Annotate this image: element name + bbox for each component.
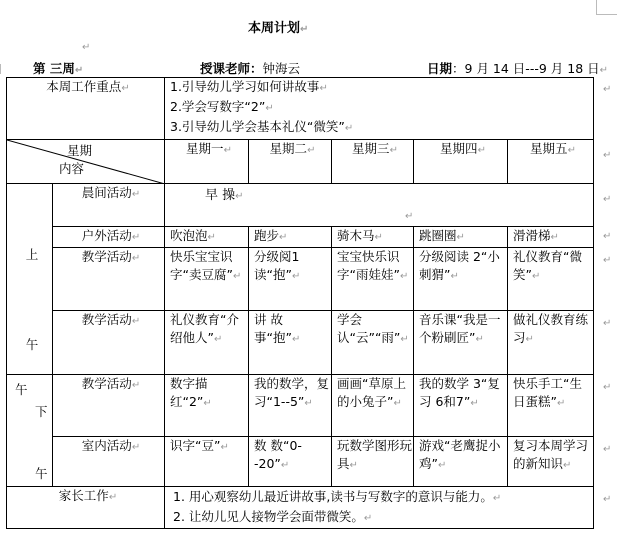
activity-label: 教学活动↵ [53, 311, 165, 375]
weekday-header: 星期一↵ [165, 140, 249, 184]
weekly-plan-table [6, 77, 594, 529]
corner-weekday-label: 星期 [67, 143, 93, 158]
paragraph-mark: ↵ [82, 42, 91, 53]
activity-cell: 快乐宝宝识字“卖豆腐”↵ [165, 248, 249, 311]
activity-label: 室内活动↵ [53, 437, 165, 487]
focus-item: 2.学会写数字“2”↵ [170, 99, 274, 114]
weekday-header: 星期二↵ [249, 140, 332, 184]
activity-cell: 做礼仪教育练习↵ [508, 311, 594, 375]
crop-mark [596, 14, 617, 15]
activity-label: 教学活动↵ [53, 248, 165, 311]
activity-cell: 音乐课“我是一个粉刷匠”↵ [414, 311, 508, 375]
activity-cell: 礼仪教育“介绍他人”↵ [165, 311, 249, 375]
corner-header [7, 140, 165, 184]
row-end-mark: ↵ [603, 494, 612, 505]
activity-cell: 数 数“0--20”↵ [249, 437, 332, 487]
parents-item: 1. 用心观察幼儿最近讲故事,读书与写数字的意识与能力。↵ [173, 489, 502, 504]
activity-cell: 分级阅1读“抱”↵ [249, 248, 332, 311]
focus-item: 3.引导幼儿学会基本礼仪“微笑”↵ [170, 119, 354, 134]
row-end-mark: ↵ [603, 255, 612, 266]
activity-cell: 分级阅读 2“小刺猬”↵ [414, 248, 508, 311]
morning-exercise-cell: 早 操↵ ↵ [165, 184, 594, 227]
parents-row [7, 487, 594, 529]
activity-cell: 吹泡泡↵ [165, 227, 249, 248]
activity-cell: 复习本周学习的新知识↵ [508, 437, 594, 487]
crop-mark [596, 0, 597, 14]
activity-cell: 我的数学，复习“1--5”↵ [249, 375, 332, 437]
outdoor-row [7, 227, 594, 248]
parents-list [165, 487, 594, 529]
activity-label: 晨间活动↵ [53, 184, 165, 227]
row-end-mark: ↵ [603, 84, 612, 95]
activity-cell: 宝宝快乐识字“雨娃娃”↵ [332, 248, 414, 311]
activity-cell: 跑步↵ [249, 227, 332, 248]
date-line: 日期：9 月 14 日---9 月 18 日↵ [427, 61, 609, 76]
row-end-mark: ↵ [603, 382, 612, 393]
activity-cell: 数字描红“2”↵ [165, 375, 249, 437]
activity-label: 户外活动↵ [53, 227, 165, 248]
weekday-header-row [7, 140, 594, 184]
activity-cell: 快乐手工“生日蛋糕”↵ [508, 375, 594, 437]
activity-cell: 讲 故 事“抱”↵ [249, 311, 332, 375]
parents-label: 家长工作↵ [7, 487, 165, 529]
teaching-row-1 [7, 248, 594, 311]
focus-list [165, 78, 594, 140]
row-end-mark: ↵ [603, 444, 612, 455]
week-label: 第 三周↵ [33, 61, 84, 76]
focus-label: 本周工作重点↵ [7, 78, 165, 140]
teaching-row-2 [7, 311, 594, 375]
weekday-header: 星期五↵ [508, 140, 594, 184]
afternoon-teaching-row [7, 375, 594, 437]
activity-cell: 识字“豆”↵ [165, 437, 249, 487]
activity-cell: 玩数学图形玩具↵ [332, 437, 414, 487]
activity-cell: 学会认“云”“雨”↵ [332, 311, 414, 375]
row-end-mark: ↵ [603, 194, 612, 205]
weekday-header: 星期三↵ [332, 140, 414, 184]
focus-row [7, 78, 594, 140]
row-end-mark: ↵ [603, 150, 612, 161]
focus-item: 1.引导幼儿学习如何讲故事↵ [170, 79, 328, 94]
teacher-line: 授课老师：钟海云 [200, 61, 301, 76]
corner-content-label: 内容 [59, 161, 85, 176]
activity-cell: 骑木马↵ [332, 227, 414, 248]
weekday-header: 星期四↵ [414, 140, 508, 184]
activity-cell: 礼仪教育“微笑”↵ [508, 248, 594, 311]
crop-mark [0, 64, 1, 74]
parents-item: 2. 让幼儿见人接物学会面带微笑。↵ [173, 509, 373, 524]
row-end-mark: ↵ [603, 231, 612, 242]
period-afternoon: 午 下 午 [7, 375, 53, 487]
period-morning: 上 午 [7, 184, 53, 375]
morning-exercise-row [7, 184, 594, 227]
activity-cell: 滑滑梯↵ [508, 227, 594, 248]
activity-cell: 跳圈圈↵ [414, 227, 508, 248]
page-title: 本周计划↵ [248, 21, 309, 36]
activity-cell: 游戏“老鹰捉小鸡”↵ [414, 437, 508, 487]
activity-cell: 画画“草原上的小兔子”↵ [332, 375, 414, 437]
row-end-mark: ↵ [603, 318, 612, 329]
activity-label: 教学活动↵ [53, 375, 165, 437]
indoor-row [7, 437, 594, 487]
activity-cell: 我的数学 3“复习 6和7”↵ [414, 375, 508, 437]
